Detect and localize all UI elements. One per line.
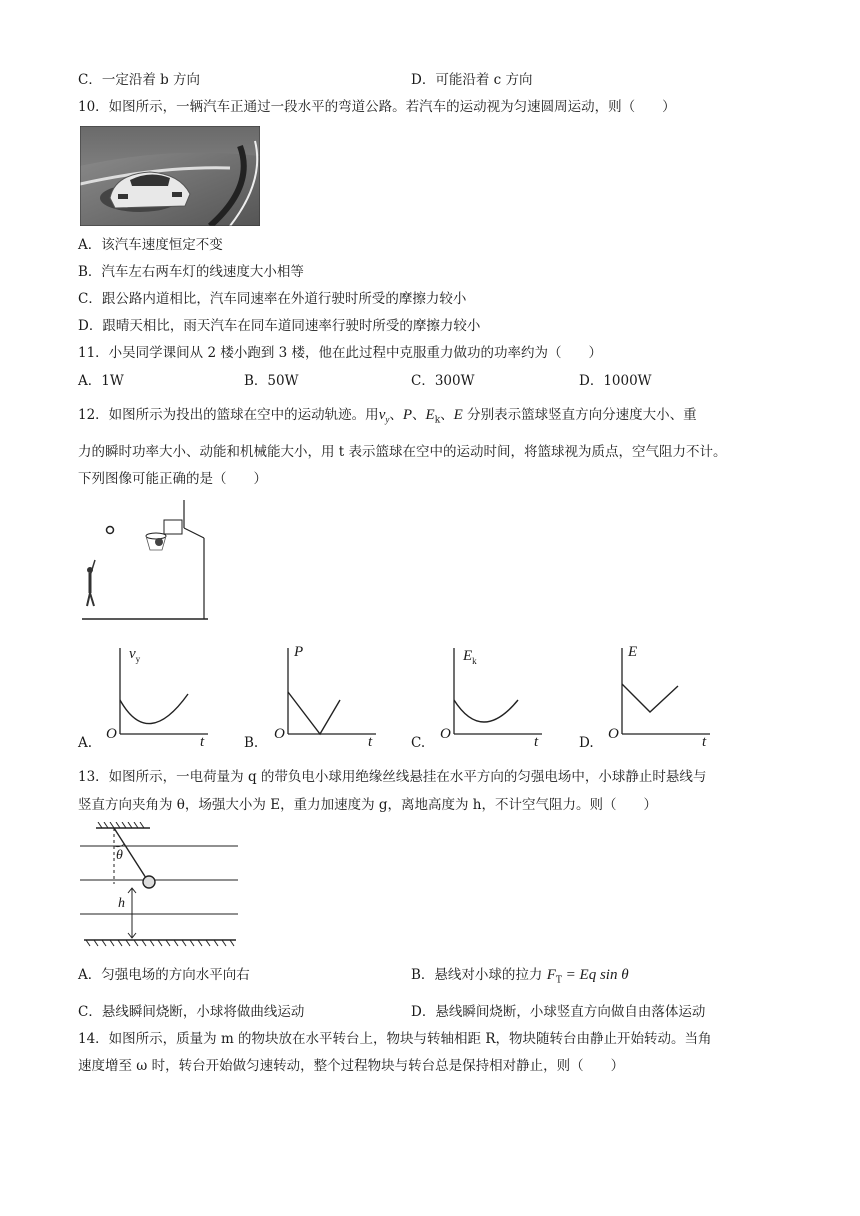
q12-line2: 力的瞬时功率大小、动能和机械能大小，用 t 表示篮球在空中的运动时间，将篮球视为质点，空气阻力不计。: [78, 444, 727, 460]
car-on-curve-photo: [80, 126, 260, 226]
q10-option-a: A．该汽车速度恒定不变: [78, 237, 223, 253]
graph-c: [430, 644, 550, 748]
q13-line1: 13．如图所示，一电荷量为 q 的带负电小球用绝缘丝线悬挂在水平方向的匀强电场中，小球静止时悬线与: [78, 769, 707, 785]
q14-line1: 14．如图所示，质量为 m 的物块放在水平转台上，物块与转轴相距 R，物块随转台由静止开始转动。当角: [78, 1031, 712, 1047]
graph-b-xlabel: t: [368, 734, 373, 750]
q13-option-b: B．悬线对小球的拉力 $F_T = Eq$ sin θ: [411, 967, 629, 986]
graph-d-xlabel: t: [702, 734, 707, 750]
q12-line1: 12．如图所示为投出的篮球在空中的运动轨迹。用$v_y$、P、$E_k$、E 分别表示篮球竖直方向分速度大小、重: [78, 407, 697, 426]
fig-h-label: h: [118, 896, 125, 911]
graph-a: [96, 644, 216, 748]
graph-c-letter: C.: [411, 735, 426, 751]
graph-a-xlabel: t: [200, 734, 205, 750]
q13-line2: 竖直方向夹角为 θ，场强大小为 E，重力加速度为 g，离地高度为 h，不计空气阻力。则（ ）: [78, 797, 657, 813]
graph-b-letter: B.: [244, 735, 259, 751]
graph-b-ylabel: P: [294, 644, 304, 660]
graph-b-origin: O: [274, 726, 285, 742]
fig-theta-label: θ: [116, 848, 123, 863]
graph-d-ylabel: E: [628, 644, 638, 660]
q13-option-a: A．匀强电场的方向水平向右: [78, 967, 250, 983]
graph-b: [264, 644, 384, 748]
graph-a-letter: A.: [78, 735, 93, 751]
graph-c-ylabel: $E_k$: [463, 648, 477, 666]
q10-option-b: B．汽车左右两车灯的线速度大小相等: [78, 264, 304, 280]
pendulum-electric-field-figure: [80, 822, 240, 948]
q11-option-c: C．300W: [411, 373, 475, 389]
q14-line2: 速度增至 ω 时，转台开始做匀速转动，整个过程物块与转台总是保持相对静止，则（ ）: [78, 1058, 625, 1074]
q10-stem: 10．如图所示，一辆汽车正通过一段水平的弯道公路。若汽车的运动视为匀速圆周运动，则（ ）: [78, 99, 676, 115]
graph-a-ylabel: $v_y$: [129, 646, 141, 664]
q11-option-b: B．50W: [244, 373, 299, 389]
q11-stem: 11．小吴同学课间从 2 楼小跑到 3 楼，他在此过程中克服重力做功的功率约为（ ）: [78, 345, 603, 361]
graph-d: [598, 644, 718, 748]
q9-option-c: C．一定沿着 b 方向: [78, 72, 201, 88]
graph-a-origin: O: [106, 726, 117, 742]
q11-option-d: D．1000W: [579, 373, 652, 389]
q11-option-a: A．1W: [78, 373, 124, 389]
q10-option-c: C．跟公路内道相比，汽车同速率在外道行驶时所受的摩擦力较小: [78, 291, 467, 307]
q9-option-d: D．可能沿着 c 方向: [411, 72, 533, 88]
q10-option-d: D．跟晴天相比，雨天汽车在同车道同速率行驶时所受的摩擦力较小: [78, 318, 481, 334]
basketball-trajectory-figure: [80, 498, 210, 623]
q13-option-c: C．悬线瞬间烧断，小球将做曲线运动: [78, 1004, 305, 1020]
graph-c-origin: O: [440, 726, 451, 742]
graph-d-origin: O: [608, 726, 619, 742]
q12-line3: 下列图像可能正确的是（ ）: [78, 471, 267, 487]
graph-d-letter: D.: [579, 735, 594, 751]
graph-c-xlabel: t: [534, 734, 539, 750]
q13-option-d: D．悬线瞬间烧断，小球竖直方向做自由落体运动: [411, 1004, 706, 1020]
